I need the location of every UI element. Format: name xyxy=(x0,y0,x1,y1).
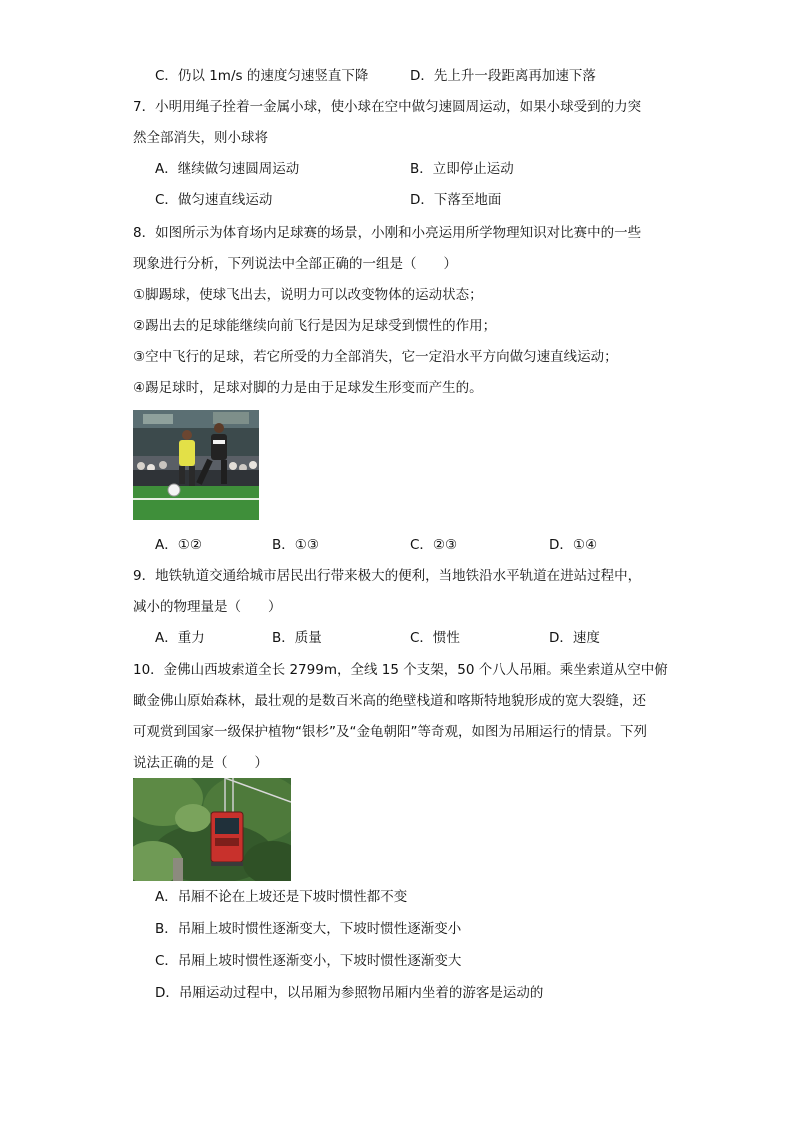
q8-option-b: B．①③ xyxy=(272,537,319,553)
q9-option-c: C．惯性 xyxy=(410,630,460,646)
q7-option-d: D．下落至地面 xyxy=(410,192,502,208)
q7-stem-line-1: 7．小明用绳子拴着一金属小球，使小球在空中做匀速圆周运动，如果小球受到的力突 xyxy=(133,99,642,115)
q10-stem-line-2: 瞰金佛山原始森林，最壮观的是数百米高的绝壁栈道和喀斯特地貌形成的宽大裂缝，还 xyxy=(133,693,646,709)
q10-option-b: B．吊厢上坡时惯性逐渐变大，下坡时惯性逐渐变小 xyxy=(155,921,462,937)
q10-stem-line-4: 说法正确的是（ ） xyxy=(133,755,268,771)
q8-option-c: C．②③ xyxy=(410,537,458,553)
q8-statement-3: ③空中飞行的足球，若它所受的力全部消失，它一定沿水平方向做匀速直线运动； xyxy=(133,349,618,365)
q8-option-d: D．①④ xyxy=(549,537,598,553)
q8-stem-line-2: 现象进行分析，下列说法中全部正确的一组是（ ） xyxy=(133,256,457,272)
q8-stem-line-1: 8．如图所示为体育场内足球赛的场景，小刚和小亮运用所学物理知识对比赛中的一些 xyxy=(133,225,642,241)
q7-option-c: C．做匀速直线运动 xyxy=(155,192,273,208)
q9-stem-line-2: 减小的物理量是（ ） xyxy=(133,599,282,615)
q7-stem-line-2: 然全部消失，则小球将 xyxy=(133,130,268,146)
q9-option-d: D．速度 xyxy=(549,630,600,646)
q9-option-b: B．质量 xyxy=(272,630,322,646)
q8-statement-1: ①脚踢球，使球飞出去，说明力可以改变物体的运动状态； xyxy=(133,287,483,303)
q10-stem-line-3: 可观赏到国家一级保护植物“银杉”及“金龟朝阳”等奇观，如图为吊厢运行的情景。下列 xyxy=(133,724,647,740)
q9-stem-line-1: 9．地铁轨道交通给城市居民出行带来极大的便利，当地铁沿水平轨道在进站过程中， xyxy=(133,568,642,584)
cable-car-photo xyxy=(133,778,291,881)
q9-option-a: A．重力 xyxy=(155,630,205,646)
soccer-match-photo xyxy=(133,410,259,520)
q10-option-a: A．吊厢不论在上坡还是下坡时惯性都不变 xyxy=(155,889,408,905)
soccer-match-illustration xyxy=(133,410,259,520)
cable-car-illustration xyxy=(133,778,291,881)
q6-option-d: D．先上升一段距离再加速下落 xyxy=(410,68,596,84)
q8-option-a: A．①② xyxy=(155,537,202,553)
q7-option-b: B．立即停止运动 xyxy=(410,161,514,177)
q8-statement-2: ②踢出去的足球能继续向前飞行是因为足球受到惯性的作用； xyxy=(133,318,497,334)
q10-option-c: C．吊厢上坡时惯性逐渐变小，下坡时惯性逐渐变大 xyxy=(155,953,462,969)
q10-stem-line-1: 10．金佛山西坡索道全长 2799m，全线 15 个支架，50 个八人吊厢。乘坐索道从空中俯 xyxy=(133,662,668,678)
q10-option-d: D．吊厢运动过程中，以吊厢为参照物吊厢内坐着的游客是运动的 xyxy=(155,985,544,1001)
q7-option-a: A．继续做匀速圆周运动 xyxy=(155,161,300,177)
q6-option-c: C．仍以 1m/s 的速度匀速竖直下降 xyxy=(155,68,369,84)
q8-statement-4: ④踢足球时，足球对脚的力是由于足球发生形变而产生的。 xyxy=(133,380,483,396)
